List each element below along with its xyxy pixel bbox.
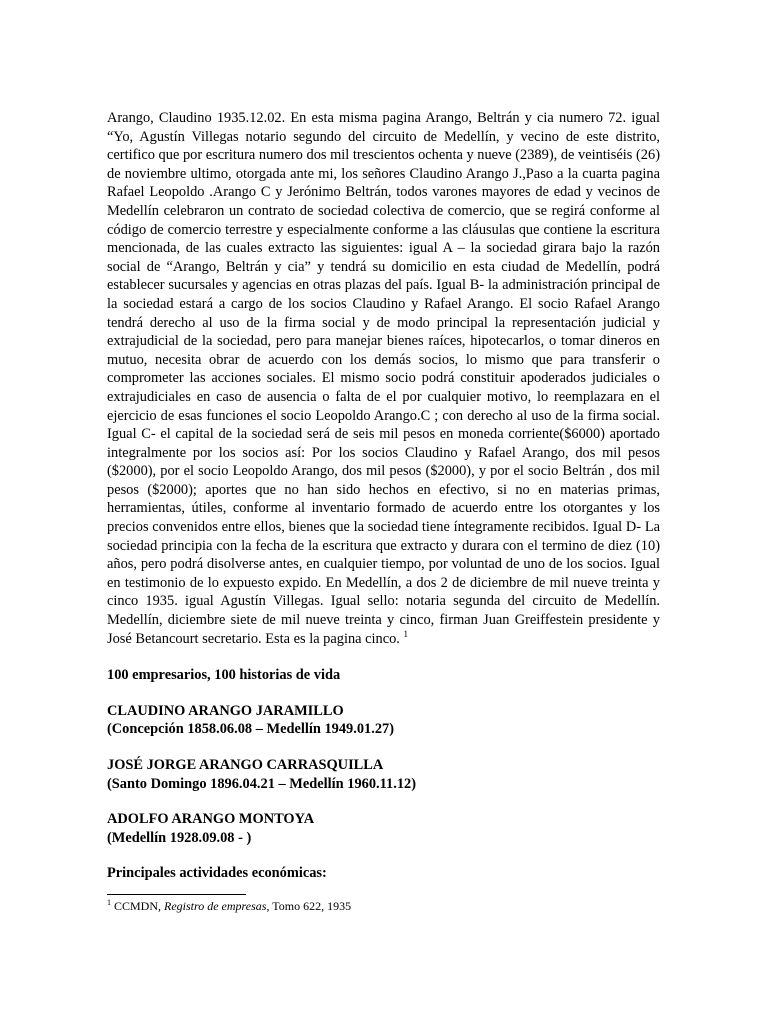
series-title: 100 empresarios, 100 historias de vida bbox=[107, 667, 341, 684]
document-page bbox=[107, 109, 660, 883]
body-paragraph-text: Arango, Claudino 1935.12.02. En esta misma pagina Arango, Beltrán y cia numero 72. igual “Yo, Agustín Villegas notario segundo del circuito de Medellín, y vecino de este distrito, certifico que por escritura numero dos mil trescientos ochenta y nueve (2389), de veintiséis (26) de noviembre ultimo, otorgada ante mi, los señores Claudino Arango J.,Paso a la cuarta pagina Rafael Leopoldo .Arango C y Jerónimo Beltrán, todos varones mayores de edad y vecinos de Medellín celebraron un contrato de sociedad colectiva de comercio, que se regirá conforme al código de comercio terrestre y especialmente conforme a las cláusulas que contiene la escritura mencionada, de las cuales extracto las siguientes: igual A – la sociedad girara bajo la razón social de “Arango, Beltrán y cia” y tendrá su domicilio en esta ciudad de Medellín, podrá establecer sucursales y agencias en otras plazas del país. Igual B- la administración principal de la sociedad estará a cargo de los socios Claudino y Rafael Arango. El socio Rafael Arango tendrá derecho al uso de la firma social y de modo principal la representación judicial y extrajudicial de la sociedad, pero para manejar bienes raíces, hipotecarlos, o tomar dineros en mutuo, necesita obrar de acuerdo con los demás socios, lo mismo que para transferir o comprometer las acciones sociales. El mismo socio podrá constituir apoderados judiciales o extrajudiciales en caso de ausencia o falta de el por cualquier motivo, lo reemplazara en el ejercicio de esas funciones el socio Leopoldo Arango.C ; con derecho al uso de la firma social. Igual C- el capital de la sociedad será de seis mil pesos en moneda corriente($6000) aportado integralmente por los socios así: Por los socios Claudino y Rafael Arango, dos mil pesos ($2000), por el socio Leopoldo Arango, dos mil pesos ($2000), y por el socio Beltrán , dos mil pesos ($2000); aportes que no han sido hechos en efectivo, si no en materias primas, herramientas, útiles, conforme al inventario formado de acuerdo entre los otorgantes y los precios convenidos entre ellos, bienes que la sociedad tiene íntegramente recibidos. Igual D- La sociedad principia con la fecha de la escritura que extracto y durara con el termino de diez (10) años, pero podrá disolverse antes, en cualquier tiempo, por voluntad de uno de los socios. Igual en testimonio de lo expuesto expido. En Medellín, a dos 2 de diciembre de mil nueve treinta y cinco 1935. igual Agustín Villegas. Igual sello: notaria segunda del circuito de Medellín. Medellín, diciembre siete de mil nueve treinta y cinco, firman Juan Greiffestein presidente y José Betancourt secretario. Esta es la pagina cinco. bbox=[107, 110, 660, 647]
person-dates: (Concepción 1858.06.08 – Medellín 1949.01.27) bbox=[107, 721, 394, 738]
person-entry bbox=[107, 810, 660, 847]
footnote-separator bbox=[107, 894, 246, 895]
person-name: ADOLFO ARANGO MONTOYA bbox=[107, 811, 315, 828]
footnote-reference: 1 bbox=[403, 628, 409, 639]
footnote-source: CCMDN, bbox=[114, 899, 162, 913]
person-name: JOSÉ JORGE ARANGO CARRASQUILLA bbox=[107, 757, 384, 773]
person-dates: (Santo Domingo 1896.04.21 – Medellín 1960.11.12) bbox=[107, 775, 417, 792]
footnote-title: Registro de empresas bbox=[164, 899, 267, 913]
section-heading: Principales actividades económicas: bbox=[107, 865, 327, 882]
person-name: CLAUDINO ARANGO JARAMILLO bbox=[107, 702, 344, 719]
body-paragraph bbox=[107, 109, 660, 648]
footnote-comma: , bbox=[266, 899, 270, 913]
person-dates: (Medellín 1928.09.08 - ) bbox=[107, 829, 252, 846]
person-entry bbox=[107, 702, 660, 739]
footnote-marker: 1 bbox=[107, 898, 111, 907]
person-entry bbox=[107, 756, 660, 793]
footnote-volume: Tomo 622, 1935 bbox=[272, 899, 352, 913]
footnote bbox=[107, 899, 660, 914]
